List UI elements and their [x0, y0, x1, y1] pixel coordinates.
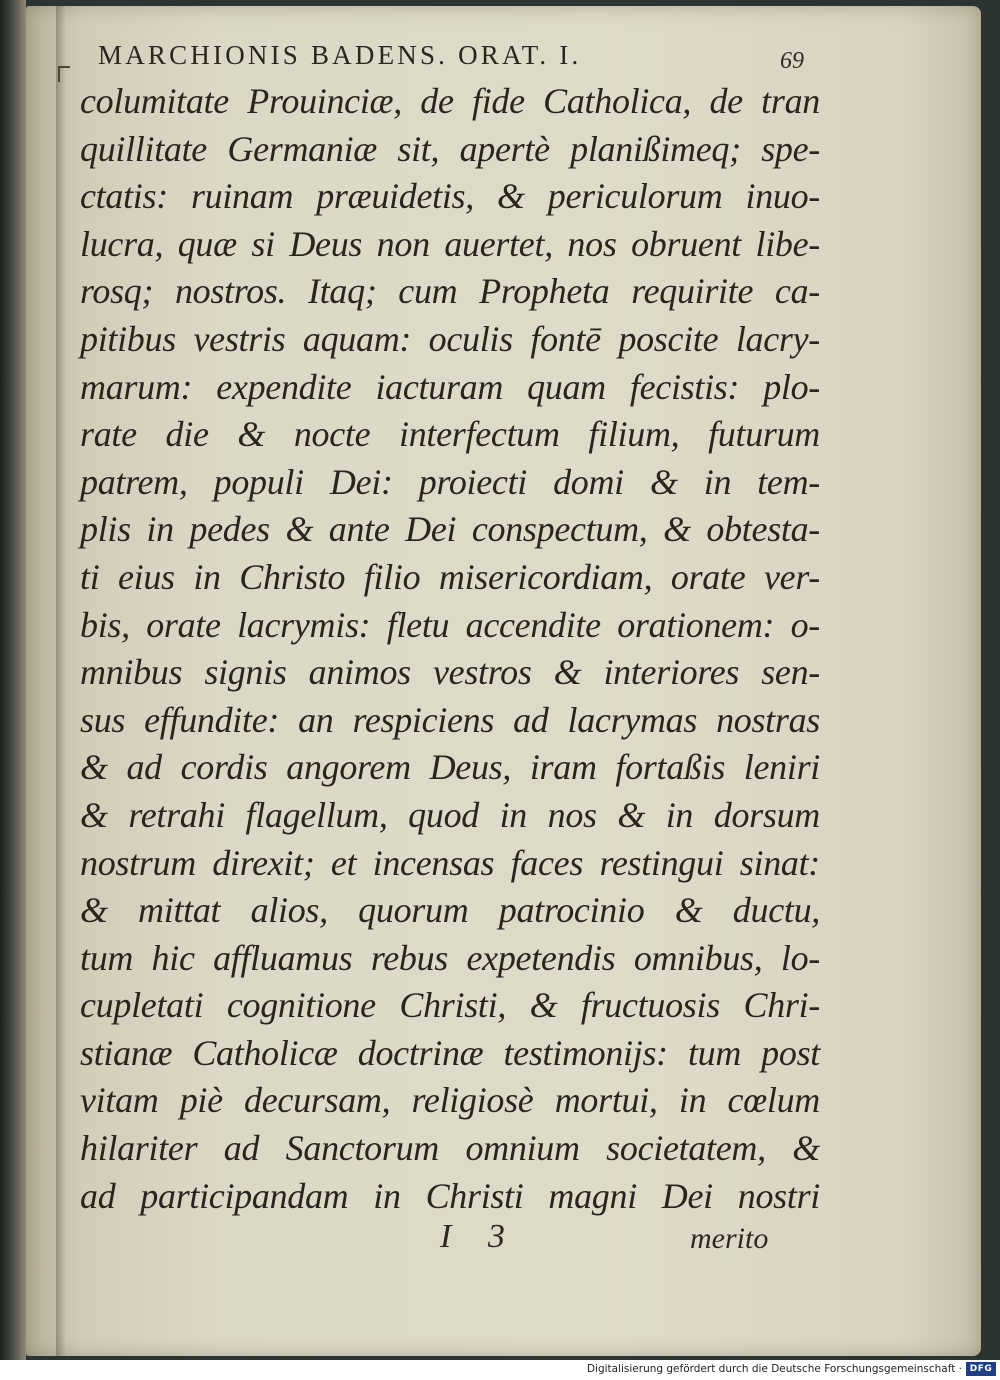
text-line: lucra, quæ si Deus non auertet, nos obruent libe- [80, 223, 820, 264]
text-line: sus effundite: an respiciens ad lacrymas nostras [80, 699, 820, 740]
page-number: 69 [780, 48, 804, 74]
running-title: MARCHIONIS BADENS. ORAT. I. [98, 40, 582, 70]
dfg-logo-icon: DFG [966, 1362, 996, 1376]
text-line: vitam piè decursam, religiosè mortui, in cœlum [80, 1080, 820, 1121]
text-line: stianæ Catholicæ doctrinæ testimonijs: tum post [80, 1032, 820, 1073]
text-line: & mittat alios, quorum patrocinio & ductu, [80, 890, 820, 931]
text-line: & ad cordis angorem Deus, iram fortaßis leniri [80, 747, 820, 788]
text-line: plis in pedes & ante Dei conspectum, & obtesta- [80, 509, 820, 550]
text-line: marum: expendite iacturam quam fecistis: plo- [80, 366, 820, 407]
credit-bar [0, 1360, 1000, 1380]
text-line: ad participandam in Christi magni Dei nostri [80, 1175, 820, 1216]
text-line: columitate Prouinciæ, de fide Catholica, de tran [80, 81, 820, 121]
credit-text: Digitalisierung gefördert durch die Deutsche Forschungsgemeinschaft · [586, 1363, 962, 1375]
text-line: pitibus vestris aquam: oculis fontē poscite lacry- [80, 318, 820, 359]
text-line: bis, orate lacrymis: fletu accendite orationem: o- [80, 604, 820, 645]
text-line: patrem, populi Dei: proiecti domi & in tem- [80, 461, 820, 502]
book-spine [0, 0, 26, 1360]
catchword: merito [690, 1222, 769, 1255]
text-line: quillitate Germaniæ sit, apertè planißimeq; spe- [80, 128, 820, 169]
text-line: & retrahi flagellum, quod in nos & in dorsum [80, 794, 820, 835]
text-line: ctatis: ruinam præuidetis, & periculorum inuo- [80, 176, 820, 217]
text-line: nostrum direxit; et incensas faces restingui sinat: [80, 842, 820, 883]
text-line: mnibus signis animos vestros & interiores sen- [80, 652, 820, 693]
text-line: rate die & nocte interfectum filium, futurum [80, 414, 820, 455]
main-text [80, 78, 820, 1220]
text-line: hilariter ad Sanctorum omnium societatem, & [80, 1128, 820, 1169]
signature-mark: I 3 [440, 1218, 519, 1255]
text-line: cupletati cognitione Christi, & fructuosis Chri- [80, 985, 820, 1026]
text-line: rosq; nostros. Itaq; cum Propheta requirite ca- [80, 271, 820, 312]
text-line: ti eius in Christo filio misericordiam, orate ver- [80, 556, 820, 597]
corner-mark [58, 66, 70, 82]
gutter-shadow [56, 6, 66, 1356]
text-line: tum hic affluamus rebus expetendis omnibus, lo- [80, 937, 820, 978]
